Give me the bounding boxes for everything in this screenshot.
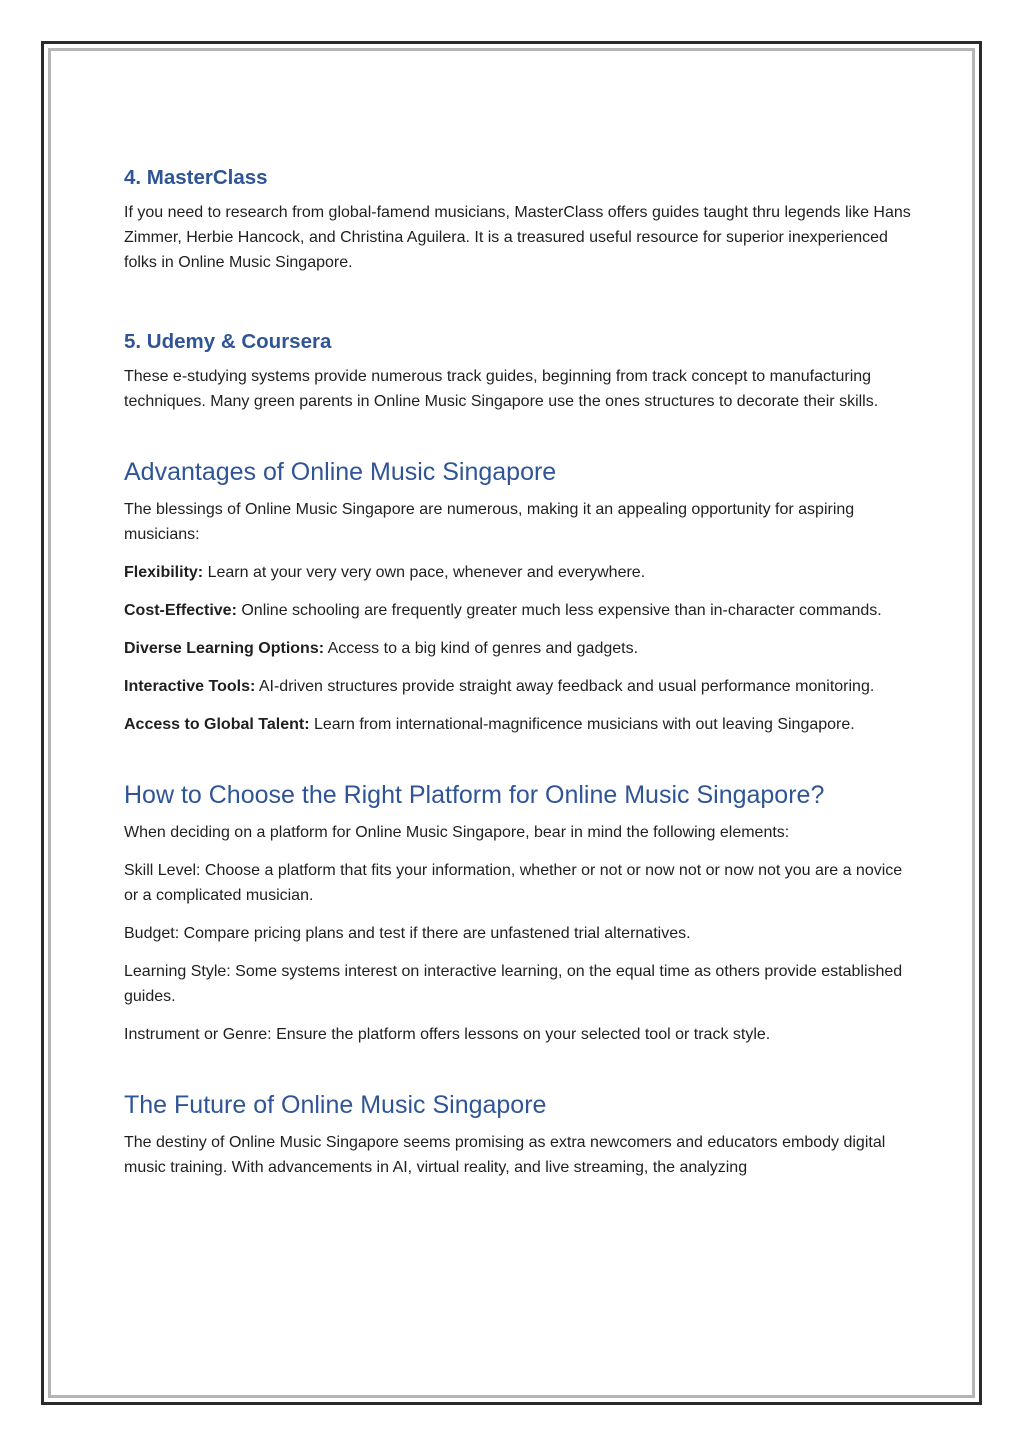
paragraph-advantages-intro: The blessings of Online Music Singapore are numerous, making it an appealing opportunity for aspiring musicians: [124, 501, 855, 543]
advantage-item [124, 712, 914, 737]
paragraph-choose-intro: When deciding on a platform for Online Music Singapore, bear in mind the following elements: [124, 824, 790, 841]
advantage-item [124, 674, 914, 699]
heading-masterclass: 4. MasterClass [124, 166, 268, 189]
advantage-text: Learn from international-magnificence musicians with out leaving Singapore. [309, 716, 855, 733]
paragraph-udemy-coursera: These e-studying systems provide numerous track guides, beginning from track concept to manufacturing techniques. Many green parents in Online Music Singapore use the ones structures to decorate their skills. [124, 368, 879, 410]
advantage-text: Online schooling are frequently greater much less expensive than in-character commands. [236, 602, 882, 619]
advantage-text: Access to a big kind of genres and gadgets. [324, 640, 639, 657]
heading-choose-platform: How to Choose the Right Platform for Online Music Singapore? [124, 781, 825, 809]
choose-item: Skill Level: Choose a platform that fits your information, whether or not or now not or now not you are a novice or a complicated musician. [124, 862, 903, 904]
advantage-label: Interactive Tools: [124, 678, 256, 695]
heading-advantages: Advantages of Online Music Singapore [124, 458, 557, 486]
page-content [124, 164, 914, 1193]
advantage-item [124, 598, 914, 623]
paragraph-masterclass: If you need to research from global-famend musicians, MasterClass offers guides taught thru legends like Hans Zimmer, Herbie Hancock, and Christina Aguilera. It is a treasured useful resource for superior inexperienced folks in Online Music Singapore. [124, 204, 911, 271]
page-frame [41, 41, 982, 1405]
advantage-label: Access to Global Talent: [124, 716, 310, 733]
choose-item: Budget: Compare pricing plans and test if there are unfastened trial alternatives. [124, 925, 691, 942]
advantage-item [124, 560, 914, 585]
advantage-label: Diverse Learning Options: [124, 640, 325, 657]
advantage-text: AI-driven structures provide straight away feedback and usual performance monitoring. [255, 678, 875, 695]
advantage-item [124, 636, 914, 661]
heading-future: The Future of Online Music Singapore [124, 1091, 547, 1119]
choose-item: Instrument or Genre: Ensure the platform offers lessons on your selected tool or track style. [124, 1026, 771, 1043]
advantage-label: Flexibility: [124, 564, 204, 581]
choose-item: Learning Style: Some systems interest on interactive learning, on the equal time as others provide established guides. [124, 963, 903, 1005]
paragraph-future: The destiny of Online Music Singapore seems promising as extra newcomers and educators embody digital music training. With advancements in AI, virtual reality, and live streaming, the analyzing [124, 1134, 886, 1176]
advantage-label: Cost-Effective: [124, 602, 237, 619]
heading-udemy-coursera: 5. Udemy & Coursera [124, 330, 332, 353]
advantage-text: Learn at your very very own pace, whenever and everywhere. [203, 564, 646, 581]
